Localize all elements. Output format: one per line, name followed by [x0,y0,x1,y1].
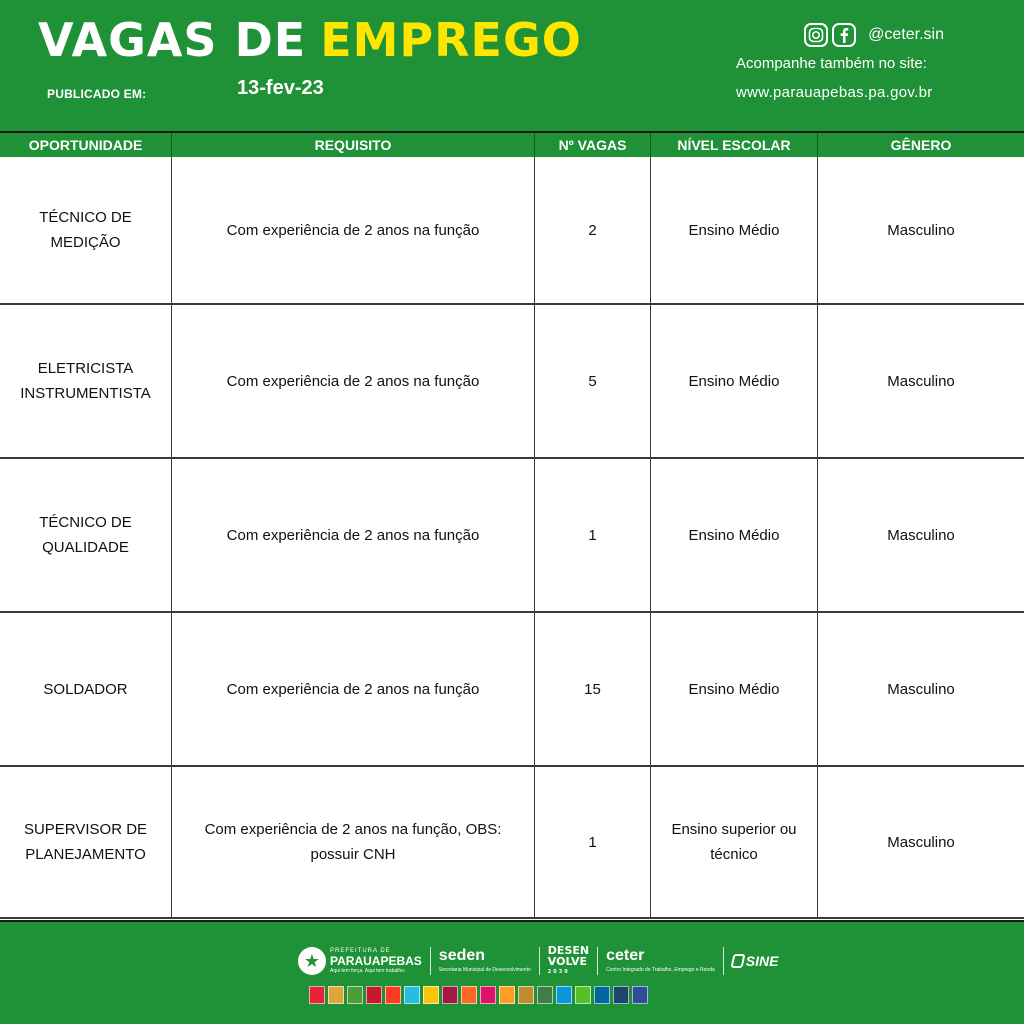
cell-nivel-escolar [651,305,818,457]
cell-requisito [172,459,535,611]
ods-goal-icon [499,986,515,1004]
cell-genero: Masculino [887,833,955,851]
logo-divider [723,947,724,975]
cell-requisito [172,767,535,917]
cell-requisito-line: Com experiência de 2 anos na função [226,372,480,390]
ods-goal-icon [632,986,648,1004]
social-handle[interactable]: @ceter.sin [868,26,944,43]
desenvolve-line-2: VOLVE [547,954,587,968]
instagram-icon[interactable] [804,23,828,47]
header-banner [0,0,1024,131]
sine-logo [732,953,779,969]
logo-divider [597,947,598,975]
desenvolve-logo [548,945,589,978]
column-header: REQUISITO [172,133,535,157]
ods-goal-icon [594,986,610,1004]
ods-goal-icon [385,986,401,1004]
logo-divider [539,947,540,975]
partner-logos [298,944,778,978]
cell-nivel-escolar [651,613,818,765]
ods-goal-icon [309,986,325,1004]
cell-nivel-escolar-line: Ensino Médio [688,526,780,544]
cell-requisito-line: Com experiência de 2 anos na função [226,680,480,698]
seden-name: seden [438,947,486,964]
ods-goal-icon [480,986,496,1004]
ceter-name: ceter [606,947,645,964]
column-header: NÍVEL ESCOLAR [651,133,818,157]
cell-oportunidade [0,157,172,303]
table-row [0,157,1024,305]
cell-requisito [172,305,535,457]
ods-goal-icon [366,986,382,1004]
page-title [38,12,582,68]
facebook-icon[interactable] [832,23,856,47]
footer-banner [0,920,1024,1024]
ods-icons-strip [309,986,648,1004]
prefeitura-name: PARAUAPEBAS [330,954,422,968]
cell-genero: Masculino [887,526,955,544]
cell-nivel-escolar-line: Ensino Médio [688,680,780,698]
logo-divider [430,947,431,975]
social-links [804,22,944,48]
published-date: 13-fev-23 [237,77,324,99]
ceter-logo [606,947,715,975]
column-header: OPORTUNIDADE [0,133,172,157]
title-part-2: EMPREGO [320,13,582,67]
cell-vagas: 5 [535,305,651,457]
table-header [0,133,1024,157]
cell-requisito [172,613,535,765]
ods-goal-icon [537,986,553,1004]
star-icon: ★ [298,947,326,975]
prefeitura-slogan: Aqui tem força. Aqui tem trabalho. [330,968,406,974]
cell-oportunidade-line: ELETRICISTA [37,360,134,377]
cell-requisito-line: Com experiência de 2 anos na função, OBS: [204,821,502,838]
cell-requisito-line: Com experiência de 2 anos na função [226,221,480,239]
cell-genero: Masculino [887,680,955,698]
cell-requisito [172,157,535,303]
cell-oportunidade [0,613,172,765]
ods-goal-icon [347,986,363,1004]
cell-oportunidade [0,767,172,917]
cell-vagas: 1 [535,767,651,917]
cell-nivel-escolar-line: Ensino Médio [688,372,780,390]
ods-goal-icon [328,986,344,1004]
table-row [0,459,1024,613]
sine-mark-icon [730,954,745,968]
ods-goal-icon [556,986,572,1004]
cell-oportunidade-line: SOLDADOR [43,680,128,698]
prefeitura-small: PREFEITURA DE [330,948,391,954]
ods-goal-icon [461,986,477,1004]
ods-goal-icon [404,986,420,1004]
title-part-1: VAGAS DE [38,13,307,67]
job-table [0,131,1024,920]
cell-oportunidade-line: QUALIDADE [42,539,129,556]
prefeitura-logo [298,946,422,976]
cell-oportunidade-line: INSTRUMENTISTA [20,385,151,402]
ods-goal-icon [613,986,629,1004]
cell-nivel-escolar-line: Ensino Médio [688,221,780,239]
cell-vagas: 2 [535,157,651,303]
cell-nivel-escolar-line: técnico [710,846,758,863]
ods-goal-icon [518,986,534,1004]
published-label: PUBLICADO EM: [47,87,147,101]
cell-oportunidade-line: TÉCNICO DE MEDIÇÃO [39,209,132,251]
column-header: Nº VAGAS [535,133,651,157]
cell-genero: Masculino [887,221,955,239]
ods-goal-icon [423,986,439,1004]
site-url[interactable]: www.parauapebas.pa.gov.br [736,84,933,101]
cell-vagas: 1 [535,459,651,611]
seden-sub: Secretaria Municipal de Desenvolvimento [438,967,531,973]
table-row [0,767,1024,919]
desenvolve-line-1: DESEN [547,943,590,957]
ods-goal-icon [575,986,591,1004]
cell-requisito-line: possuir CNH [310,846,396,863]
cell-nivel-escolar-line: Ensino superior ou [671,821,797,838]
cell-oportunidade-line: TÉCNICO DE [39,514,132,531]
ceter-sub: Centro Integrado de Trabalho, Emprego e Renda [606,967,715,973]
seden-logo [439,947,531,975]
site-intro: Acompanhe também no site: [736,55,927,72]
cell-nivel-escolar [651,459,818,611]
cell-oportunidade [0,459,172,611]
cell-genero: Masculino [887,372,955,390]
cell-vagas: 15 [535,613,651,765]
cell-oportunidade-line: PLANEJAMENTO [25,846,146,863]
cell-oportunidade [0,305,172,457]
table-row [0,613,1024,767]
table-body [0,157,1024,919]
cell-nivel-escolar [651,767,818,917]
desenvolve-year: 2030 [547,968,570,975]
ods-goal-icon [442,986,458,1004]
sine-name: SINE [745,953,779,969]
table-row [0,305,1024,459]
column-header: GÊNERO [890,137,952,153]
cell-oportunidade-line: SUPERVISOR DE [23,821,148,838]
cell-requisito-line: Com experiência de 2 anos na função [226,526,480,544]
cell-nivel-escolar [651,157,818,303]
